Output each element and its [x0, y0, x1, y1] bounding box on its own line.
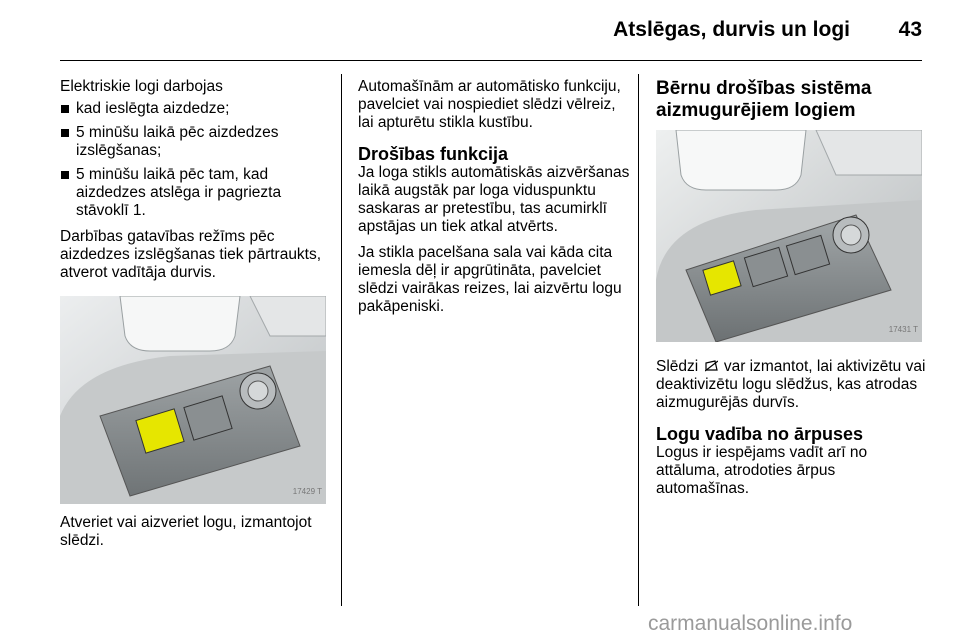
- column-2: [358, 78, 630, 324]
- list-item: kad ieslēgta aizdedze;: [60, 100, 332, 118]
- column-divider-1: [341, 74, 342, 606]
- paragraph: Darbības gatavības režīms pēc aizdedzes izslēgšanas tiek pārtraukts, atverot vadītāja durvis.: [60, 228, 322, 281]
- paragraph: Ja stikla pacelšana sala vai kāda cita iemesla dēļ ir apgrūtināta, pavelciet slēdzi vairākas reizes, lai aizvērtu logu pakāpeniski.: [358, 244, 622, 315]
- conditions-list: [60, 100, 332, 220]
- intro-text: Elektriskie logi darbojas: [60, 78, 223, 95]
- page-title: Atslēgas, durvis un logi: [613, 18, 850, 41]
- watermark: carmanualsonline.info: [648, 612, 853, 635]
- paragraph: Logus ir iespējams vadīt arī no attāluma, atrodoties ārpus automašīnas.: [656, 444, 868, 497]
- bullet-icon: [61, 171, 69, 179]
- list-item: 5 minūšu laikā pēc aizdedzes izslēgšanas;: [60, 124, 332, 160]
- section-heading: Drošības funkcija: [358, 144, 509, 164]
- section-heading: Logu vadība no ārpuses: [656, 424, 864, 444]
- door-switch-illustration: [60, 296, 326, 504]
- column-divider-2: [638, 74, 639, 606]
- child-lock-illustration: [656, 130, 922, 342]
- figure-code: 17429 T: [292, 487, 322, 496]
- paragraph: Automašīnām ar automātisko funkciju, pavelciet vai nospiediet slēdzi vēlreiz, lai apturētu stikla kustību.: [358, 78, 621, 131]
- list-item: 5 minūšu laikā pēc tam, kad aizdedzes atslēga ir pagriezta stāvoklī 1.: [60, 166, 332, 220]
- window-switch-figure: [60, 296, 326, 504]
- figure-caption: Atveriet vai aizveriet logu, izmantojot slēdzi.: [60, 514, 312, 549]
- child-lock-figure: [656, 130, 922, 342]
- bullet-icon: [61, 105, 69, 113]
- paragraph: Slēdzi var izmantot, lai aktivizētu vai deaktivizētu logu slēdžus, kas atrodas aizmugurējās durvīs.: [656, 358, 926, 411]
- header-divider: [60, 60, 922, 61]
- figure-code: 17431 T: [888, 325, 918, 334]
- child-lock-window-icon: [705, 360, 718, 372]
- column-3: [656, 78, 926, 506]
- bullet-icon: [61, 129, 69, 137]
- section-heading: Bērnu drošības sistēma aizmugurējiem logiem: [656, 78, 872, 121]
- paragraph: Ja loga stikls automātiskās aizvēršanas laikā augstāk par loga viduspunktu saskaras ar pretestību, tas acumirklī apstājas un tiek atkal atvērts.: [358, 164, 630, 235]
- page-number: 43: [898, 18, 922, 41]
- column-1: [60, 78, 332, 558]
